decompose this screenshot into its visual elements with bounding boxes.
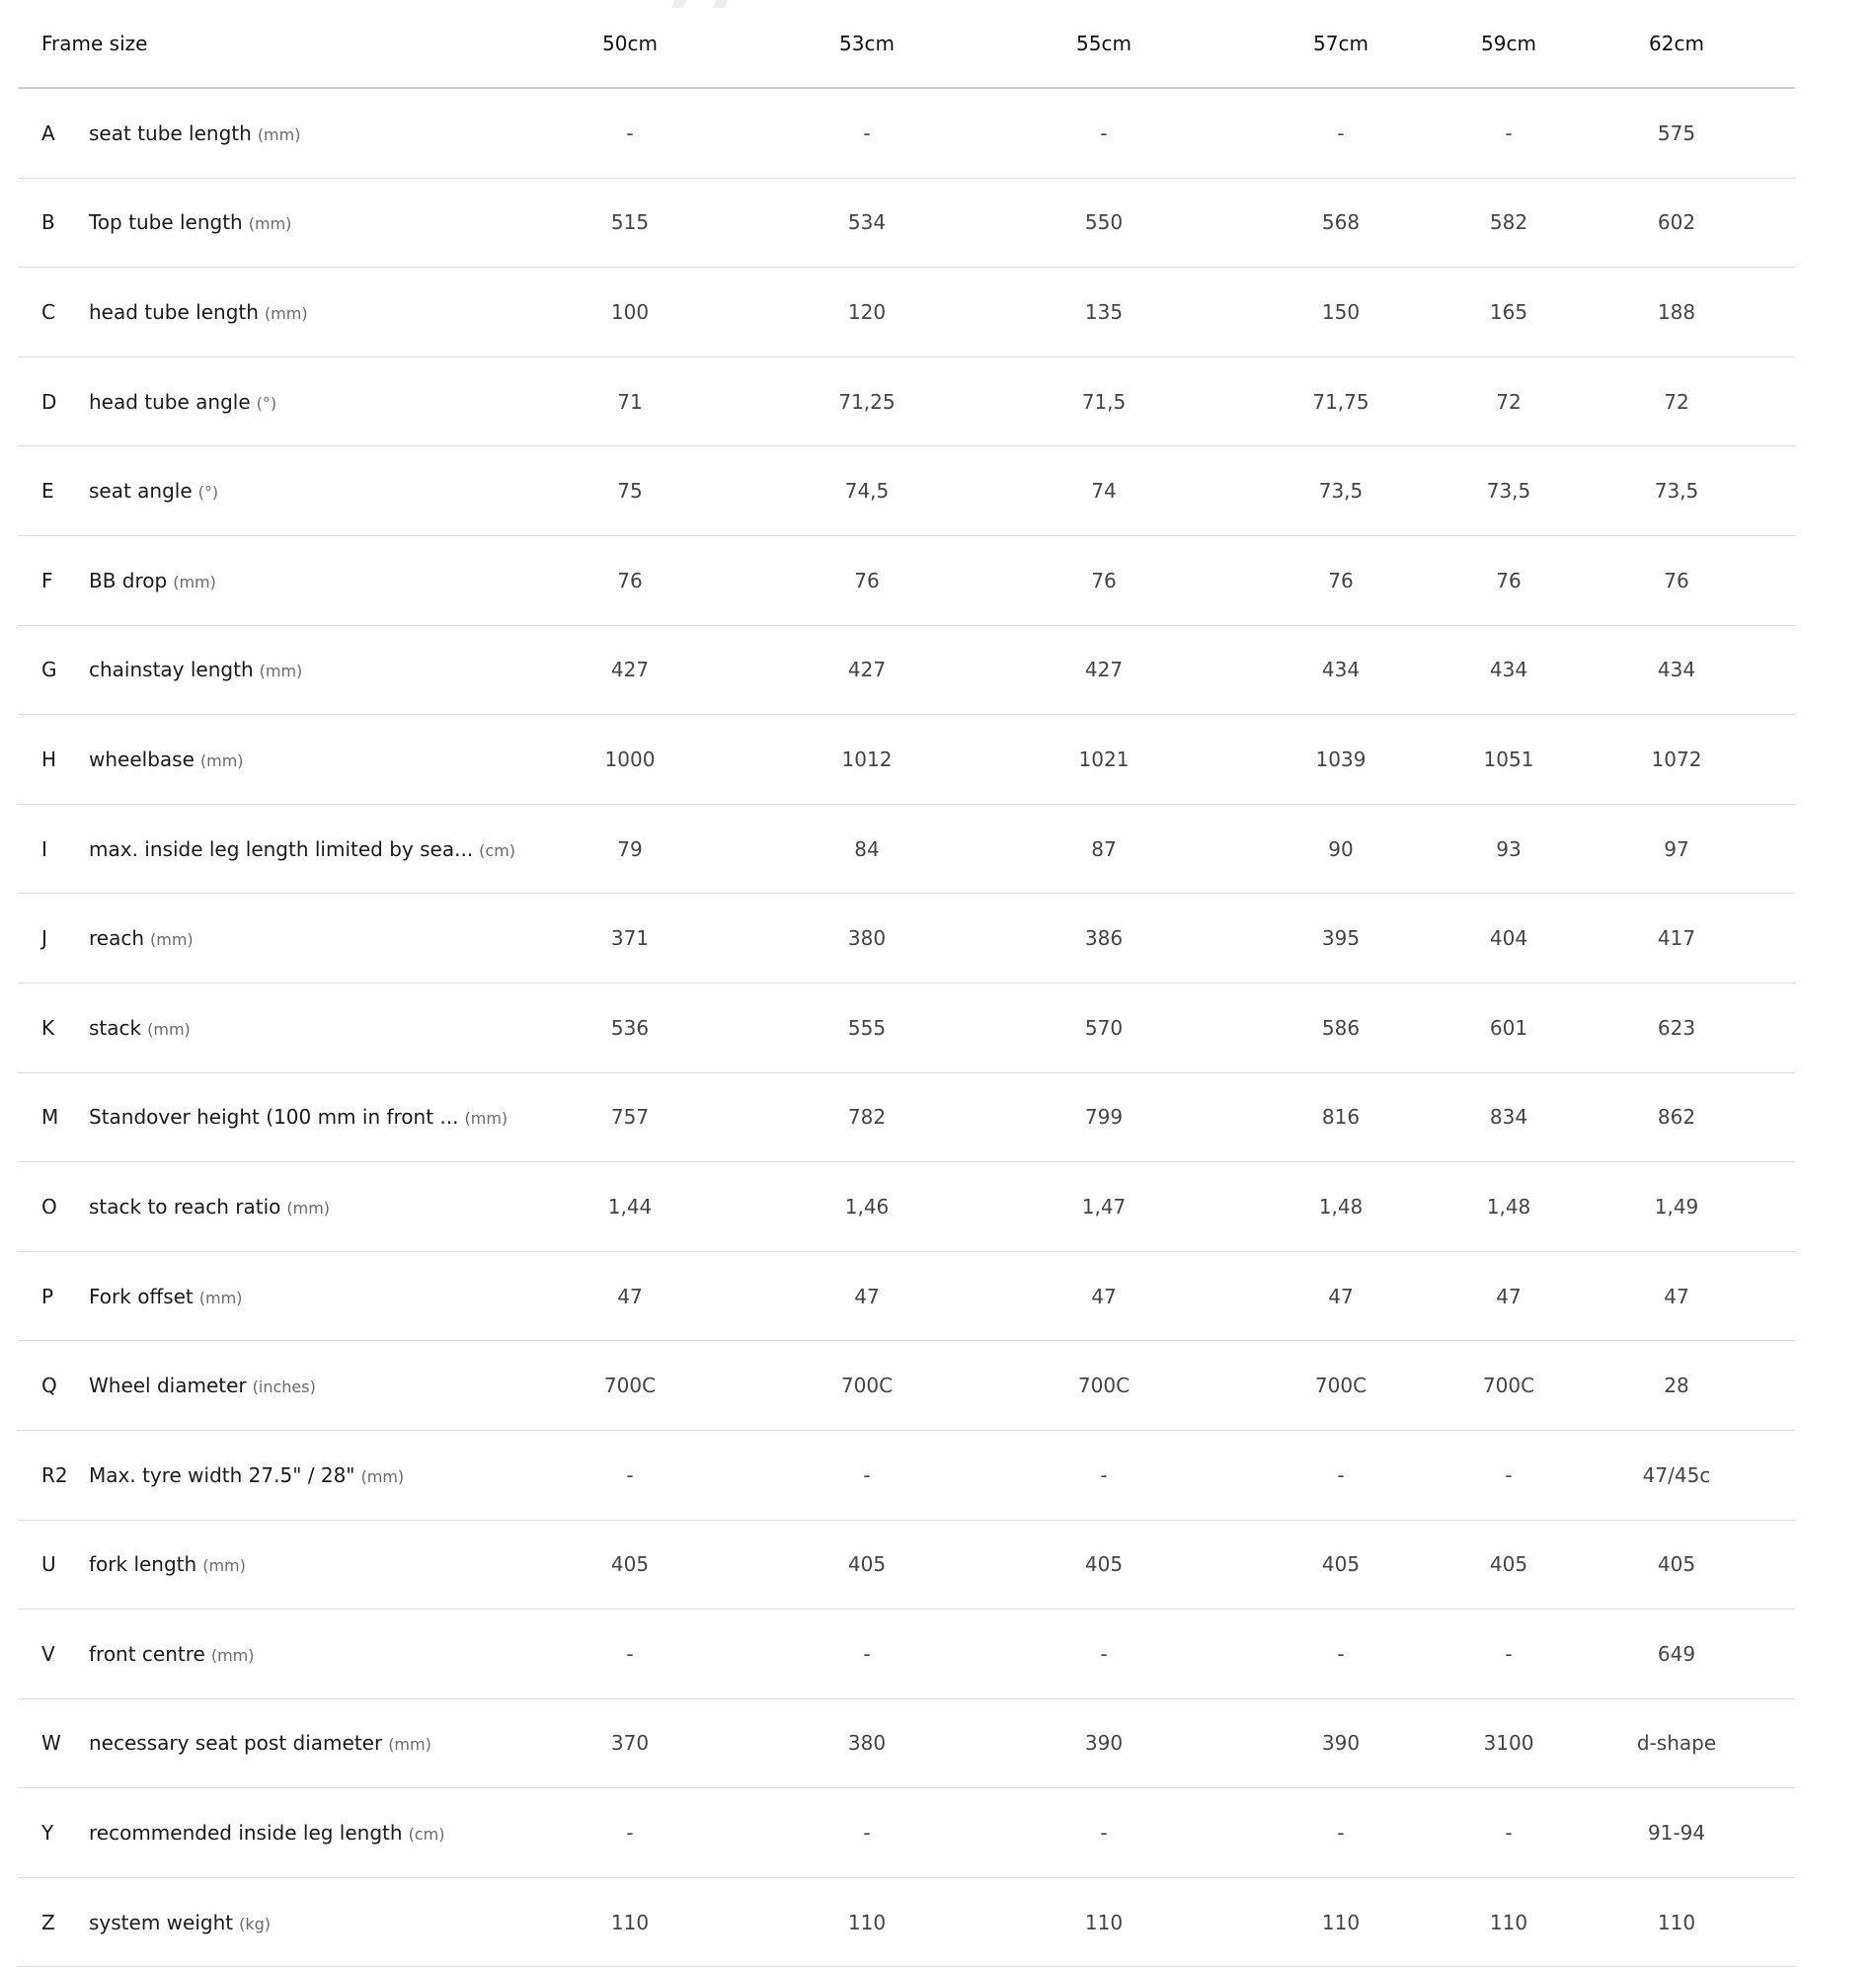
value-cell: 73,5 bbox=[1459, 446, 1558, 536]
parameter-letter: V bbox=[41, 1641, 55, 1666]
value-cell: 110 bbox=[1558, 1877, 1795, 1967]
value-cell: 76 bbox=[985, 535, 1222, 625]
parameter-cell bbox=[18, 268, 511, 357]
value-cell: - bbox=[748, 1430, 985, 1520]
value-cell: - bbox=[748, 88, 985, 178]
parameter-unit: (mm) bbox=[259, 662, 303, 681]
parameter-cell bbox=[18, 804, 516, 894]
value-cell: - bbox=[511, 1430, 748, 1520]
value-cell: - bbox=[985, 88, 1222, 178]
table-row bbox=[18, 1788, 1795, 1878]
value-cell: 700C bbox=[985, 1341, 1222, 1431]
parameter-letter: J bbox=[41, 926, 47, 951]
parameter-name: recommended inside leg length bbox=[89, 1821, 403, 1846]
value-cell: 427 bbox=[748, 625, 985, 715]
value-cell: 575 bbox=[1558, 88, 1795, 178]
parameter-unit: (mm) bbox=[202, 1556, 246, 1576]
table-row bbox=[18, 1162, 1795, 1252]
value-cell: 371 bbox=[511, 894, 748, 984]
value-cell: 1,48 bbox=[1222, 1162, 1459, 1252]
value-cell: 434 bbox=[1459, 625, 1558, 715]
value-cell: 515 bbox=[511, 178, 748, 268]
parameter-name: system weight bbox=[89, 1910, 234, 1934]
value-cell: 110 bbox=[1222, 1877, 1459, 1967]
parameter-unit: (mm) bbox=[388, 1735, 431, 1755]
parameter-name: stack to reach ratio bbox=[89, 1194, 281, 1219]
value-cell: 110 bbox=[511, 1877, 748, 1967]
value-cell: 586 bbox=[1222, 983, 1459, 1072]
parameter-name: max. inside leg length limited by sea... bbox=[89, 836, 474, 861]
value-cell: 76 bbox=[1459, 535, 1558, 625]
value-cell: 1,49 bbox=[1558, 1162, 1795, 1252]
parameter-letter: Z bbox=[41, 1910, 55, 1934]
value-cell: 405 bbox=[511, 1520, 748, 1610]
parameter-cell bbox=[18, 1251, 511, 1341]
table-row bbox=[18, 983, 1795, 1072]
parameter-letter: Y bbox=[41, 1821, 54, 1846]
value-cell: 110 bbox=[985, 1877, 1222, 1967]
value-cell: 90 bbox=[1222, 804, 1459, 894]
size-header-59: 59cm bbox=[1459, 0, 1558, 88]
table-row bbox=[18, 804, 1795, 894]
value-cell: 110 bbox=[1459, 1877, 1558, 1967]
value-cell: 1039 bbox=[1222, 715, 1459, 805]
value-cell: 71,25 bbox=[748, 356, 985, 446]
value-cell: 1072 bbox=[1558, 715, 1795, 805]
table-row bbox=[18, 1520, 1795, 1610]
value-cell: - bbox=[511, 88, 748, 178]
value-cell: 568 bbox=[1222, 178, 1459, 268]
value-cell: 47 bbox=[748, 1251, 985, 1341]
parameter-name: Top tube length bbox=[89, 210, 243, 235]
parameter-unit: (mm) bbox=[248, 214, 292, 234]
table-row bbox=[18, 1610, 1795, 1699]
value-cell: 434 bbox=[1222, 625, 1459, 715]
parameter-letter: B bbox=[41, 210, 55, 235]
value-cell: 76 bbox=[1558, 535, 1795, 625]
value-cell: 74,5 bbox=[748, 446, 985, 536]
value-cell: 623 bbox=[1558, 983, 1795, 1072]
size-header-62: 62cm bbox=[1558, 0, 1795, 88]
value-cell: 28 bbox=[1558, 1341, 1795, 1431]
parameter-letter: Q bbox=[41, 1374, 57, 1398]
parameter-cell bbox=[18, 178, 511, 268]
value-cell: 536 bbox=[511, 983, 748, 1072]
value-cell: d-shape bbox=[1558, 1698, 1795, 1788]
size-header-53: 53cm bbox=[748, 0, 985, 88]
geometry-table bbox=[18, 0, 1795, 1967]
parameter-cell bbox=[18, 1072, 511, 1162]
table-row bbox=[18, 446, 1795, 536]
parameter-unit: (°) bbox=[256, 393, 277, 413]
value-cell: 71,5 bbox=[985, 356, 1222, 446]
table-row bbox=[18, 894, 1795, 984]
parameter-name: fork length bbox=[89, 1552, 197, 1577]
parameter-letter: W bbox=[41, 1731, 61, 1756]
value-cell: 47 bbox=[1459, 1251, 1558, 1341]
value-cell: 427 bbox=[985, 625, 1222, 715]
parameter-name: BB drop bbox=[89, 568, 168, 592]
parameter-name: front centre bbox=[89, 1641, 205, 1666]
value-cell: 390 bbox=[985, 1698, 1222, 1788]
value-cell: 1012 bbox=[748, 715, 985, 805]
parameter-cell bbox=[18, 983, 511, 1072]
value-cell: 87 bbox=[985, 804, 1222, 894]
value-cell: 390 bbox=[1222, 1698, 1459, 1788]
value-cell: 73,5 bbox=[1222, 446, 1459, 536]
parameter-cell bbox=[18, 1162, 511, 1252]
value-cell: 3100 bbox=[1459, 1698, 1558, 1788]
frame-size-label: Frame size bbox=[18, 0, 511, 88]
value-cell: 135 bbox=[985, 268, 1222, 357]
parameter-cell bbox=[18, 535, 511, 625]
parameter-unit: (mm) bbox=[264, 303, 308, 323]
value-cell: 799 bbox=[985, 1072, 1222, 1162]
value-cell: 47 bbox=[1222, 1251, 1459, 1341]
table-row bbox=[18, 1430, 1795, 1520]
value-cell: 72 bbox=[1459, 356, 1558, 446]
parameter-cell bbox=[18, 356, 511, 446]
size-header-50: 50cm bbox=[511, 0, 748, 88]
parameter-unit: (mm) bbox=[199, 750, 244, 770]
parameter-letter: C bbox=[41, 299, 55, 324]
value-cell: 47 bbox=[511, 1251, 748, 1341]
value-cell: 380 bbox=[748, 1698, 985, 1788]
value-cell: 405 bbox=[1459, 1520, 1558, 1610]
value-cell: - bbox=[985, 1610, 1222, 1699]
table-row bbox=[18, 1698, 1795, 1788]
value-cell: - bbox=[985, 1430, 1222, 1520]
parameter-cell bbox=[18, 1698, 511, 1788]
table-row bbox=[18, 1251, 1795, 1341]
parameter-name: Standover height (100 mm in front ... bbox=[89, 1105, 459, 1130]
parameter-cell bbox=[18, 1877, 511, 1967]
value-cell: 700C bbox=[748, 1341, 985, 1431]
value-cell: 582 bbox=[1459, 178, 1558, 268]
table-row bbox=[18, 356, 1795, 446]
parameter-letter: G bbox=[41, 658, 57, 682]
value-cell: 782 bbox=[748, 1072, 985, 1162]
parameter-name: Max. tyre width 27.5" / 28" bbox=[89, 1462, 355, 1487]
parameter-cell bbox=[18, 1788, 511, 1878]
value-cell: 417 bbox=[1558, 894, 1795, 984]
table-row bbox=[18, 625, 1795, 715]
parameter-name: chainstay length bbox=[89, 658, 254, 682]
value-cell: - bbox=[748, 1788, 985, 1878]
table-row bbox=[18, 88, 1795, 178]
value-cell: 405 bbox=[1222, 1520, 1459, 1610]
value-cell: 570 bbox=[985, 983, 1222, 1072]
value-cell: 120 bbox=[748, 268, 985, 357]
value-cell: 380 bbox=[748, 894, 985, 984]
value-cell: 602 bbox=[1558, 178, 1795, 268]
table-row bbox=[18, 715, 1795, 805]
value-cell: 370 bbox=[511, 1698, 748, 1788]
value-cell: 816 bbox=[1222, 1072, 1459, 1162]
value-cell: 1051 bbox=[1459, 715, 1558, 805]
parameter-cell bbox=[18, 625, 511, 715]
value-cell: - bbox=[511, 1610, 748, 1699]
parameter-letter: H bbox=[41, 747, 57, 771]
value-cell: 100 bbox=[511, 268, 748, 357]
parameter-cell bbox=[18, 1430, 511, 1520]
value-cell: 73,5 bbox=[1558, 446, 1795, 536]
parameter-cell bbox=[18, 1341, 511, 1431]
value-cell: 1,46 bbox=[748, 1162, 985, 1252]
parameter-name: reach bbox=[89, 926, 145, 951]
value-cell: 1,44 bbox=[511, 1162, 748, 1252]
value-cell: 93 bbox=[1459, 804, 1558, 894]
table-row bbox=[18, 268, 1795, 357]
parameter-cell bbox=[18, 1610, 511, 1699]
parameter-letter: K bbox=[41, 1015, 55, 1040]
value-cell: 76 bbox=[1222, 535, 1459, 625]
value-cell: 405 bbox=[748, 1520, 985, 1610]
parameter-cell bbox=[18, 715, 511, 805]
value-cell: 405 bbox=[985, 1520, 1222, 1610]
table-row bbox=[18, 1877, 1795, 1967]
parameter-letter: D bbox=[41, 389, 57, 414]
parameter-unit: (mm) bbox=[147, 1019, 191, 1039]
table-row bbox=[18, 535, 1795, 625]
parameter-letter: O bbox=[41, 1194, 57, 1219]
value-cell: 47 bbox=[1558, 1251, 1795, 1341]
value-cell: 757 bbox=[511, 1072, 748, 1162]
parameter-unit: (cm) bbox=[408, 1825, 445, 1845]
value-cell: 1,47 bbox=[985, 1162, 1222, 1252]
value-cell: - bbox=[1459, 1788, 1558, 1878]
parameter-unit: (mm) bbox=[173, 572, 216, 591]
value-cell: - bbox=[1222, 1430, 1459, 1520]
parameter-name: seat angle bbox=[89, 479, 193, 504]
parameter-unit: (mm) bbox=[360, 1466, 405, 1486]
parameter-letter: U bbox=[41, 1552, 56, 1577]
value-cell: 47/45c bbox=[1558, 1430, 1795, 1520]
value-cell: 110 bbox=[748, 1877, 985, 1967]
parameter-cell bbox=[18, 88, 511, 178]
value-cell: 79 bbox=[511, 804, 748, 894]
value-cell: 84 bbox=[748, 804, 985, 894]
parameter-name: Wheel diameter bbox=[89, 1374, 247, 1398]
parameter-letter: R2 bbox=[41, 1462, 68, 1487]
parameter-unit: (°) bbox=[197, 483, 219, 503]
value-cell: 72 bbox=[1558, 356, 1795, 446]
value-cell: 150 bbox=[1222, 268, 1459, 357]
parameter-unit: (inches) bbox=[252, 1377, 316, 1397]
parameter-name: head tube length bbox=[89, 299, 259, 324]
parameter-unit: (cm) bbox=[479, 840, 516, 860]
parameter-unit: (mm) bbox=[198, 1288, 243, 1307]
value-cell: 534 bbox=[748, 178, 985, 268]
value-cell: 550 bbox=[985, 178, 1222, 268]
parameter-cell bbox=[18, 446, 511, 536]
value-cell: 601 bbox=[1459, 983, 1558, 1072]
value-cell: 74 bbox=[985, 446, 1222, 536]
value-cell: - bbox=[1459, 1430, 1558, 1520]
parameter-letter: I bbox=[41, 836, 47, 861]
size-header-57: 57cm bbox=[1222, 0, 1459, 88]
value-cell: - bbox=[1222, 1788, 1459, 1878]
parameter-unit: (mm) bbox=[150, 930, 194, 950]
value-cell: 834 bbox=[1459, 1072, 1558, 1162]
value-cell: 47 bbox=[985, 1251, 1222, 1341]
parameter-name: wheelbase bbox=[89, 747, 195, 771]
value-cell: 188 bbox=[1558, 268, 1795, 357]
value-cell: - bbox=[1459, 88, 1558, 178]
value-cell: - bbox=[1222, 88, 1459, 178]
value-cell: - bbox=[511, 1788, 748, 1878]
parameter-cell bbox=[18, 894, 511, 984]
parameter-name: Fork offset bbox=[89, 1284, 194, 1308]
parameter-unit: (kg) bbox=[239, 1914, 271, 1933]
value-cell: 76 bbox=[748, 535, 985, 625]
value-cell: 395 bbox=[1222, 894, 1459, 984]
value-cell: 71 bbox=[511, 356, 748, 446]
table-row bbox=[18, 1341, 1795, 1431]
parameter-unit: (mm) bbox=[210, 1645, 255, 1665]
size-header-55: 55cm bbox=[985, 0, 1222, 88]
value-cell: 1,48 bbox=[1459, 1162, 1558, 1252]
value-cell: 555 bbox=[748, 983, 985, 1072]
value-cell: 91-94 bbox=[1558, 1788, 1795, 1878]
value-cell: 649 bbox=[1558, 1610, 1795, 1699]
value-cell: 165 bbox=[1459, 268, 1558, 357]
parameter-unit: (mm) bbox=[464, 1109, 508, 1129]
header-row bbox=[18, 0, 1795, 88]
value-cell: 97 bbox=[1558, 804, 1795, 894]
value-cell: 405 bbox=[1558, 1520, 1795, 1610]
value-cell: 862 bbox=[1558, 1072, 1795, 1162]
value-cell: 76 bbox=[511, 535, 748, 625]
value-cell: 1021 bbox=[985, 715, 1222, 805]
parameter-name: stack bbox=[89, 1015, 142, 1040]
value-cell: 71,75 bbox=[1222, 356, 1459, 446]
parameter-letter: E bbox=[41, 479, 54, 504]
value-cell: 700C bbox=[1459, 1341, 1558, 1431]
value-cell: 75 bbox=[511, 446, 748, 536]
parameter-name: seat tube length bbox=[89, 120, 252, 145]
value-cell: - bbox=[985, 1788, 1222, 1878]
table-row bbox=[18, 1072, 1795, 1162]
value-cell: 386 bbox=[985, 894, 1222, 984]
value-cell: 434 bbox=[1558, 625, 1795, 715]
geometry-rows bbox=[18, 88, 1795, 1967]
parameter-letter: A bbox=[41, 120, 55, 145]
parameter-letter: P bbox=[41, 1284, 54, 1308]
value-cell: 700C bbox=[511, 1341, 748, 1431]
value-cell: 427 bbox=[511, 625, 748, 715]
value-cell: - bbox=[748, 1610, 985, 1699]
parameter-letter: M bbox=[41, 1105, 59, 1130]
value-cell: - bbox=[1459, 1610, 1558, 1699]
parameter-unit: (mm) bbox=[257, 124, 301, 144]
parameter-name: necessary seat post diameter bbox=[89, 1731, 383, 1756]
parameter-name: head tube angle bbox=[89, 389, 251, 414]
table-row bbox=[18, 178, 1795, 268]
parameter-unit: (mm) bbox=[286, 1198, 331, 1218]
parameter-letter: F bbox=[41, 568, 53, 592]
value-cell: 404 bbox=[1459, 894, 1558, 984]
value-cell: - bbox=[1222, 1610, 1459, 1699]
parameter-cell bbox=[18, 1520, 511, 1610]
value-cell: 1000 bbox=[511, 715, 748, 805]
value-cell: 700C bbox=[1222, 1341, 1459, 1431]
